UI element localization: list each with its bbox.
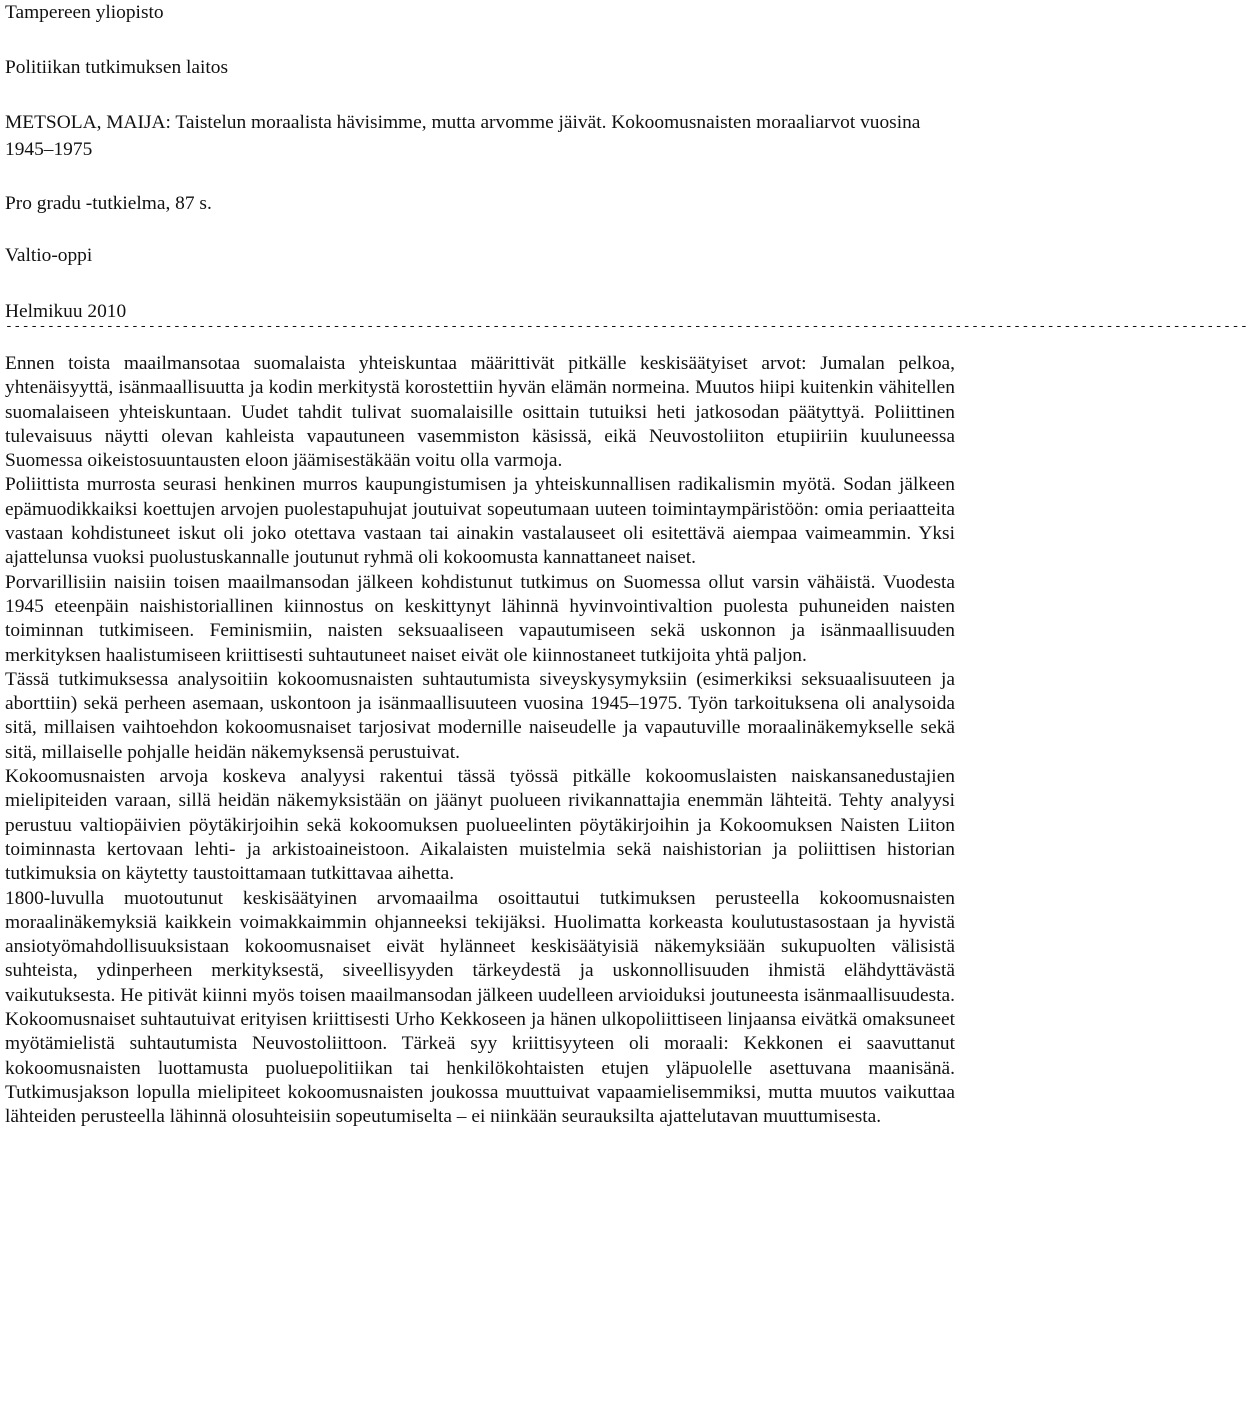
author-and-title: METSOLA, MAIJA: Taistelun moraalista hävisimme, mutta arvomme jäivät. Kokoomusnaisten moraaliarvot vuosina 1945–1975 xyxy=(5,112,921,160)
abstract-paragraph-6: 1800-luvulla muotoutunut keskisäätyinen arvomaailma osoittautui tutkimuksen perusteella kokoomusnaisten moraalinäkemyksiä kaikkein voimakkaimmin ohjanneeksi tekijäksi. Huolimatta korkeasta koulutustasostaan ja hyvistä ansiotyömahdollisuuksistaan kokoomusnaiset eivät hylänneet keskisäätyisiä näkemyksiään sukupuolten välisistä suhteista, ydinperheen merkityksestä, siveellisyyden tärkeydestä ja uskonnollisuuden ihmistä elähdyttävästä vaikutuksesta. He pitivät kiinni myös toisen maailmansodan jälkeen uudelleen arvioiduksi joutuneesta isänmaallisuudesta. Kokoomusnaiset suhtautuivat erityisen kriittisesti Urho Kekkoseen ja hänen ulkopoliittiseen linjaansa eivätkä omaksuneet myötämielistä suhtautumista Neuvostoliittoon. Tärkeä syy kriittisyyteen oli moraali: Kekkonen ei saavuttanut kokoomusnaisten luottamusta puoluepolitiikan tai henkilökohtaisten etujen yläpuolelle asettuvana maanisänä. Tutkimusjakson lopulla mielipiteet kokoomusnaisten joukossa muuttuivat vapaamielisemmiksi, mutta muutos vaikuttaa lähteiden perusteella lähinnä olosuhteisiin sopeutumiselta – ei niinkään seurauksilta ajattelutavan muuttumisesta. xyxy=(5,887,955,1128)
department-name: Politiikan tutkimuksen laitos xyxy=(5,57,228,78)
submission-date: Helmikuu 2010 xyxy=(5,301,127,322)
abstract-paragraph-5: Kokoomusnaisten arvoja koskeva analyysi rakentui tässä työssä pitkälle kokoomuslaisten naiskansanedustajien mielipiteiden varaan, sillä heidän näkemyksistään on jäänyt puolueen rivikannattajia enemmän lähteitä. Tehty analyysi perustuu valtiopäivien pöytäkirjoihin sekä kokoomuksen puolueelinten pöytäkirjoihin ja Kokoomuksen Naisten Liiton toiminnasta kertovaan lehti- ja arkistoaineistoon. Aikalaisten muistelmia sekä naishistorian ja poliittisen historian tutkimuksia on käytetty taustoittamaan tutkittavaa aihetta. xyxy=(5,766,955,885)
abstract-paragraph-3: Porvarillisiin naisiin toisen maailmansodan jälkeen kohdistunut tutkimus on Suomessa ollut varsin vähäistä. Vuodesta 1945 eteenpäin naishistoriallinen kiinnostus on keskittynyt lähinnä hyvinvointivaltion puolesta puhuneiden naisten toiminnan tutkimiseen. Feminismiin, naisten seksuaaliseen vapautumiseen sekä uskonnon ja isänmaallisuuden merkityksen haalistumiseen kriittisesti suhtautuneet naiset eivät ole kiinnostaneet tutkijoita yhtä paljon. xyxy=(5,571,955,666)
abstract-paragraph-1: Ennen toista maailmansotaa suomalaista yhteiskuntaa määrittivät pitkälle keskisäätyiset arvot: Jumalan pelkoa, yhtenäisyyttä, isänmaallisuutta ja kodin merkitystä korostettiin hyvän elämän normeina. Muutos hiipi kuitenkin vähitellen suomalaiseen yhteiskuntaan. Uudet tahdit tulivat suomalaisille osittain tutuiksi heti jatkosodan päätyttyä. Poliittinen tulevaisuus näytti olevan kahleista vapautuneen vasemmiston käsissä, eikä Neuvostoliiton etupiiriin kuuluneessa Suomessa oikeistosuuntausten eloon jäämisestäkään voitu olla varmoja. xyxy=(5,353,955,472)
dashed-separator: ---------------------------------------------------------------------------------------------------------------------------------------------------- xyxy=(5,319,1248,334)
subject-field: Valtio-oppi xyxy=(5,245,93,266)
university-name: Tampereen yliopisto xyxy=(5,2,164,23)
abstract-paragraph-4: Tässä tutkimuksessa analysoitiin kokoomusnaisten suhtautumista siveyskysymyksiin (esimerkiksi seksuaalisuuteen ja aborttiin) sekä perheen asemaan, uskontoon ja isänmaallisuuteen vuosina 1945–1975. Työn tarkoituksena oli analysoida sitä, millaisen vaihtoehdon kokoomusnaiset tarjosivat modernille naiseudelle ja vapautuville moraalinäkemykselle sekä sitä, millaiselle pohjalle heidän näkemyksensä perustuivat. xyxy=(5,668,955,763)
abstract-paragraph-2: Poliittista murrosta seurasi henkinen murros kaupungistumisen ja yhteiskunnallisen radikalismin myötä. Sodan jälkeen epämuodikkaiksi koettujen arvojen puolestapuhujat joutuivat sopeutumaan uuteen toimintaympäristöön: omia periaatteita vastaan kohdistuneet iskut oli joko otettava vastaan tai ainakin vastalauseet oli esitettävä aiempaa vaimeammin. Yksi ajattelunsa vuoksi puolustuskannalle joutunut ryhmä oli kokoomusta kannattaneet naiset. xyxy=(5,474,955,569)
abstract-body xyxy=(5,352,955,1130)
thesis-type: Pro gradu -tutkielma, 87 s. xyxy=(5,193,212,214)
